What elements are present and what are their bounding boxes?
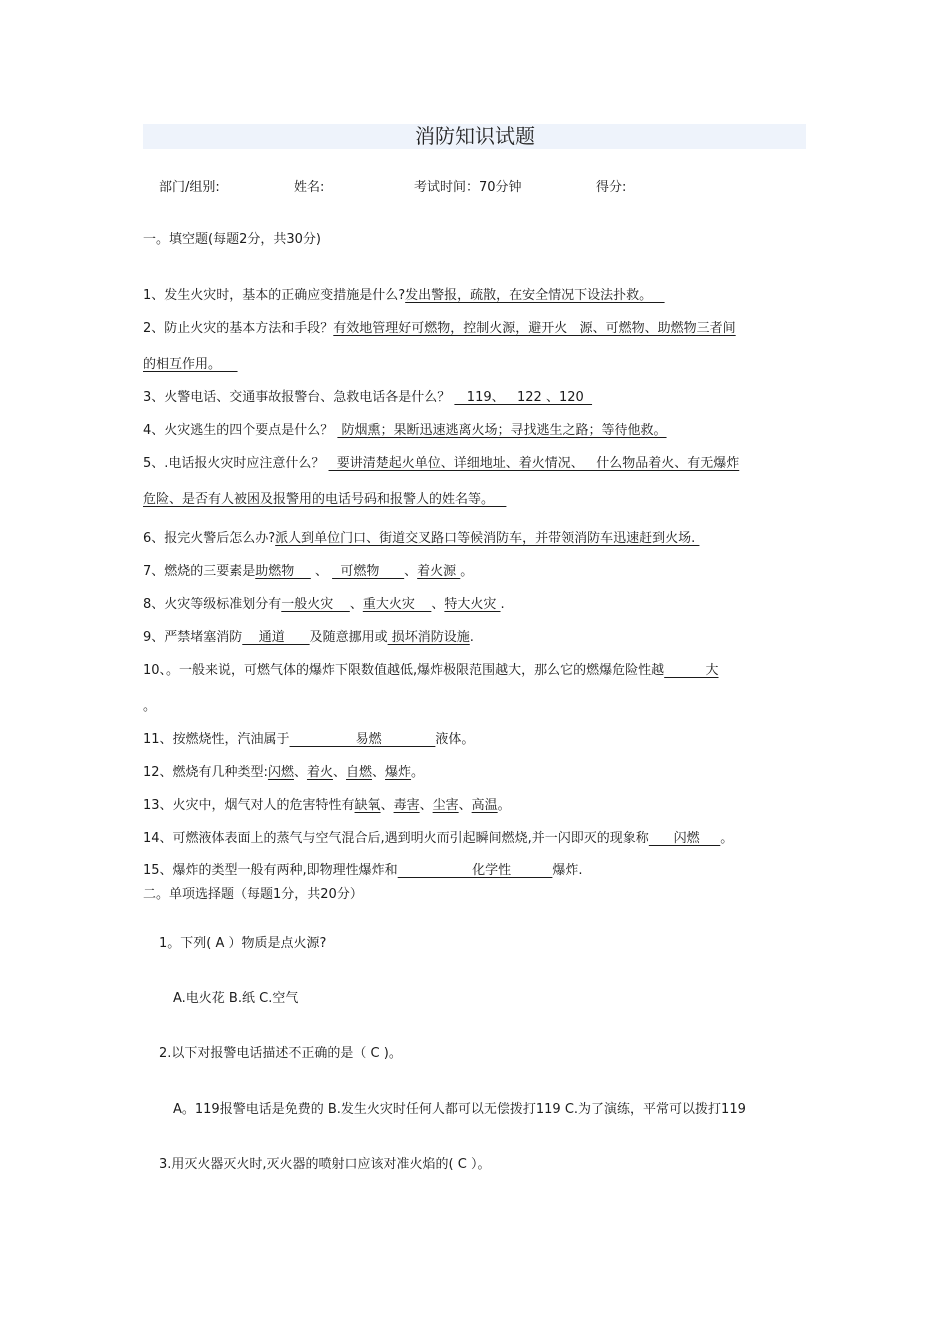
answer: 有效地管理好可燃物，控制火源，避开火 源、可燃物、助燃物三者间 xyxy=(333,321,736,336)
question-10-cont: 。 xyxy=(143,699,157,714)
choice-question-2: 2.以下对报警电话描述不正确的是（ C )。 xyxy=(159,1046,402,1061)
answer: 要讲清楚起火单位、详细地址、着火情况、 什么物品着火、有无爆炸 xyxy=(328,456,740,471)
answer: 可燃物 xyxy=(332,564,405,579)
answer: 一般火灾 xyxy=(281,597,350,612)
answer: 高温 xyxy=(471,798,498,813)
choice-options-2: A。119报警电话是免费的 B.发生火灾时任何人都可以无偿拨打119 C.为了演练，平常可以拨打119 xyxy=(173,1102,746,1117)
answer: 的相互作用。 xyxy=(143,357,238,372)
answer: 重大火灾 xyxy=(362,597,432,612)
question-12: 12、燃烧有几种类型:闪燃、着火、自燃、爆炸。 xyxy=(143,765,425,780)
answer: 119、 122 、120 xyxy=(454,390,593,405)
question-1: 1、发生火灾时，基本的正确应变措施是什么?发出警报，疏散，在安全情况下设法扑救。 xyxy=(143,288,665,303)
question-8: 8、火灾等级标准划分有一般火灾 、重大火灾 、特大火灾 . xyxy=(143,597,505,612)
dept-label: 部门/组别: xyxy=(159,180,220,195)
answer: 通道 xyxy=(242,630,310,645)
answer: 着火源 xyxy=(417,564,461,579)
question-5-cont xyxy=(143,491,506,509)
question-10: 10、。一般来说，可燃气体的爆炸下限数值越低,爆炸极限范围越大，那么它的燃爆危险性越 大 xyxy=(143,663,719,678)
answer: 闪燃 xyxy=(267,765,294,780)
question-7: 7、燃烧的三要素是助燃物 、 可燃物 、着火源 。 xyxy=(143,564,474,579)
answer: 危险、是否有人被困及报警用的电话号码和报警人的姓名等。 xyxy=(143,492,507,507)
question-15: 15、爆炸的类型一般有两种,即物理性爆炸和 化学性 爆炸. xyxy=(143,863,583,878)
answer: 派人到单位门口、街道交叉路口等候消防车，并带领消防车迅速赶到火场. xyxy=(275,531,700,546)
question-11: 11、按燃烧性，汽油属于 易燃 液体。 xyxy=(143,732,475,747)
answer: 化学性 xyxy=(397,863,553,878)
question-6: 6、报完火警后怎么办?派人到单位门口、街道交叉路口等候消防车，并带领消防车迅速赶到火场. xyxy=(143,531,700,546)
answer: 防烟熏；果断迅速逃离火场；寻找逃生之路；等待他救。 xyxy=(337,423,667,438)
answer: 易燃 xyxy=(289,732,436,747)
answer: 尘害 xyxy=(432,798,459,813)
question-2-cont xyxy=(143,356,238,374)
section-heading: 二。单项选择题（每题1分，共20分） xyxy=(143,887,363,902)
answer: 缺氧 xyxy=(354,798,381,813)
question-9: 9、严禁堵塞消防 通道 及随意挪用或 损坏消防设施. xyxy=(143,630,474,645)
answer: 损坏消防设施 xyxy=(387,630,470,645)
choice-question-1: 1。下列( A ）物质是点火源? xyxy=(159,936,327,951)
answer: 大 xyxy=(664,663,719,678)
question-14: 14、可燃液体表面上的蒸气与空气混合后,遇到明火而引起瞬间燃烧,并一闪即灭的现象称 闪燃 。 xyxy=(143,831,734,846)
choice-question-3: 3.用灭火器灭火时,灭火器的喷射口应该对准火焰的( C ）。 xyxy=(159,1157,491,1172)
score-label: 得分: xyxy=(596,180,627,195)
question-13: 13、火灾中，烟气对人的危害特性有缺氧、毒害、尘害、高温。 xyxy=(143,798,511,813)
answer: 自燃 xyxy=(346,765,373,780)
choice-options-1: A.电火花 B.纸 C.空气 xyxy=(173,991,299,1006)
time-label: 考试时间：70分钟 xyxy=(414,180,522,195)
name-label: 姓名: xyxy=(294,180,325,195)
answer: 爆炸 xyxy=(385,765,412,780)
page-title: 消防知识试题 xyxy=(415,124,535,148)
answer: 着火 xyxy=(306,765,333,780)
answer: 毒害 xyxy=(393,798,420,813)
question-2: 2、防止火灾的基本方法和手段？有效地管理好可燃物，控制火源，避开火 源、可燃物、助燃物三者间 xyxy=(143,321,736,336)
question-3: 3、火警电话、交通事故报警台、急救电话各是什么？ 119、 122 、120 xyxy=(143,390,593,405)
question-5: 5、.电话报火灾时应注意什么？ 要讲清楚起火单位、详细地址、着火情况、 什么物品着火、有无爆炸 xyxy=(143,456,740,471)
answer: 发出警报，疏散，在安全情况下设法扑救。 xyxy=(405,288,665,303)
answer: 闪燃 xyxy=(648,831,721,846)
question-4: 4、火灾逃生的四个要点是什么？ 防烟熏；果断迅速逃离火场；寻找逃生之路；等待他救。 xyxy=(143,423,667,438)
answer: 助燃物 xyxy=(255,564,311,579)
answer: 特大火灾 xyxy=(444,597,501,612)
section-heading: 一。填空题(每题2分，共30分) xyxy=(143,232,321,247)
